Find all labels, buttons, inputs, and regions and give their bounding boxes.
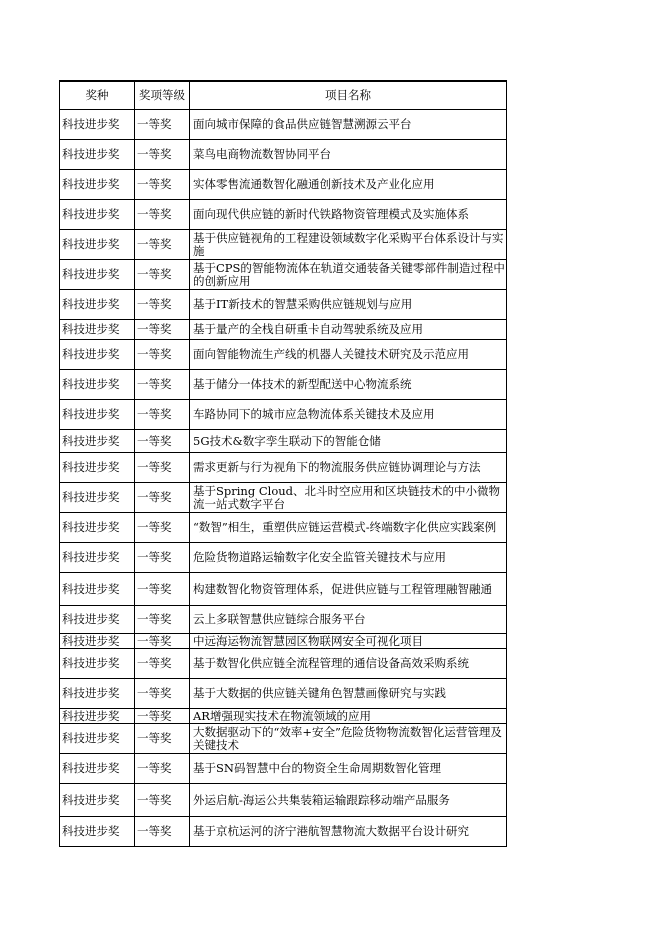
project-name-cell: 基于IT新技术的智慧采购供应链规划与应用	[190, 290, 507, 320]
award-type-cell: 科技进步奖	[60, 320, 135, 340]
award-level-cell: 一等奖	[135, 230, 190, 260]
award-type-cell: 科技进步奖	[60, 453, 135, 483]
award-type-cell: 科技进步奖	[60, 290, 135, 320]
project-name-cell: 基于供应链视角的工程建设领域数字化采购平台体系设计与实施	[190, 230, 507, 260]
award-level-cell: 一等奖	[135, 573, 190, 606]
award-type-cell: 科技进步奖	[60, 649, 135, 679]
award-level-cell: 一等奖	[135, 110, 190, 140]
award-level-cell: 一等奖	[135, 170, 190, 200]
table-row	[60, 784, 507, 817]
project-name-cell: 大数据驱动下的“效率+安全”危险货物物流数智化运营管理及关键技术	[190, 724, 507, 754]
project-name-cell: 基于CPS的智能物流体在轨道交通装备关键零部件制造过程中的创新应用	[190, 260, 507, 290]
table-row	[60, 140, 507, 170]
table-row	[60, 724, 507, 754]
award-type-cell: 科技进步奖	[60, 679, 135, 709]
award-type-cell: 科技进步奖	[60, 709, 135, 724]
project-name-cell: 基于储分一体技术的新型配送中心物流系统	[190, 370, 507, 400]
award-type-cell: 科技进步奖	[60, 230, 135, 260]
table-row	[60, 370, 507, 400]
award-level-cell: 一等奖	[135, 340, 190, 370]
table-row	[60, 170, 507, 200]
table-row	[60, 649, 507, 679]
award-type-cell: 科技进步奖	[60, 634, 135, 649]
award-type-cell: 科技进步奖	[60, 817, 135, 847]
project-name-cell: 5G技术&数字孪生联动下的智能仓储	[190, 430, 507, 453]
project-name-cell: 中远海运物流智慧园区物联网安全可视化项目	[190, 634, 507, 649]
award-type-cell: 科技进步奖	[60, 430, 135, 453]
project-name-cell: 基于数智化供应链全流程管理的通信设备高效采购系统	[190, 649, 507, 679]
award-type-cell: 科技进步奖	[60, 200, 135, 230]
table-row	[60, 400, 507, 430]
award-type-cell: 科技进步奖	[60, 140, 135, 170]
award-level-cell: 一等奖	[135, 543, 190, 573]
award-level-cell: 一等奖	[135, 634, 190, 649]
award-level-cell: 一等奖	[135, 430, 190, 453]
table-row	[60, 573, 507, 606]
award-type-cell: 科技进步奖	[60, 370, 135, 400]
table-row	[60, 543, 507, 573]
project-name-cell: 外运启航-海运公共集装箱运输跟踪移动端产品服务	[190, 784, 507, 817]
table-row	[60, 230, 507, 260]
award-type-cell: 科技进步奖	[60, 400, 135, 430]
project-name-cell: AR增强现实技术在物流领域的应用	[190, 709, 507, 724]
award-level-cell: 一等奖	[135, 784, 190, 817]
table-row	[60, 320, 507, 340]
project-name-cell: 危险货物道路运输数字化安全监管关键技术与应用	[190, 543, 507, 573]
award-type-cell: 科技进步奖	[60, 170, 135, 200]
table-row	[60, 430, 507, 453]
award-level-cell: 一等奖	[135, 649, 190, 679]
table-row	[60, 817, 507, 847]
table-row	[60, 679, 507, 709]
header-project-name: 项目名称	[190, 81, 507, 110]
award-level-cell: 一等奖	[135, 290, 190, 320]
project-name-cell: 面向智能物流生产线的机器人关键技术研究及示范应用	[190, 340, 507, 370]
award-type-cell: 科技进步奖	[60, 724, 135, 754]
table-row	[60, 606, 507, 634]
award-level-cell: 一等奖	[135, 453, 190, 483]
award-level-cell: 一等奖	[135, 679, 190, 709]
award-level-cell: 一等奖	[135, 817, 190, 847]
header-row	[60, 81, 507, 110]
table-row	[60, 754, 507, 784]
award-level-cell: 一等奖	[135, 400, 190, 430]
header-award-type: 奖种	[60, 81, 135, 110]
project-name-cell: 面向城市保障的食品供应链智慧溯源云平台	[190, 110, 507, 140]
project-name-cell: 面向现代供应链的新时代铁路物资管理模式及实施体系	[190, 200, 507, 230]
award-level-cell: 一等奖	[135, 513, 190, 543]
table-row	[60, 513, 507, 543]
award-type-cell: 科技进步奖	[60, 606, 135, 634]
award-level-cell: 一等奖	[135, 140, 190, 170]
project-name-cell: 菜鸟电商物流数智协同平台	[190, 140, 507, 170]
award-type-cell: 科技进步奖	[60, 513, 135, 543]
project-name-cell: 构建数智化物资管理体系，促进供应链与工程管理融智融通	[190, 573, 507, 606]
award-type-cell: 科技进步奖	[60, 260, 135, 290]
award-type-cell: 科技进步奖	[60, 340, 135, 370]
table-row	[60, 200, 507, 230]
project-name-cell: 基于SN码智慧中台的物资全生命周期数智化管理	[190, 754, 507, 784]
table-row	[60, 290, 507, 320]
project-name-cell: 基于大数据的供应链关键角色智慧画像研究与实践	[190, 679, 507, 709]
project-name-cell: 基于京杭运河的济宁港航智慧物流大数据平台设计研究	[190, 817, 507, 847]
table-body	[60, 110, 507, 847]
award-level-cell: 一等奖	[135, 370, 190, 400]
project-name-cell: “数智”相生，重塑供应链运营模式-终端数字化供应实践案例	[190, 513, 507, 543]
project-name-cell: 需求更新与行为视角下的物流服务供应链协调理论与方法	[190, 453, 507, 483]
award-level-cell: 一等奖	[135, 260, 190, 290]
award-type-cell: 科技进步奖	[60, 573, 135, 606]
award-level-cell: 一等奖	[135, 709, 190, 724]
award-type-cell: 科技进步奖	[60, 110, 135, 140]
award-type-cell: 科技进步奖	[60, 784, 135, 817]
table-row	[60, 709, 507, 724]
project-name-cell: 基于Spring Cloud、北斗时空应用和区块链技术的中小微物流一站式数字平台	[190, 483, 507, 513]
award-level-cell: 一等奖	[135, 320, 190, 340]
award-level-cell: 一等奖	[135, 754, 190, 784]
award-type-cell: 科技进步奖	[60, 754, 135, 784]
header-award-level: 奖项等级	[135, 81, 190, 110]
award-level-cell: 一等奖	[135, 200, 190, 230]
table-row	[60, 453, 507, 483]
project-name-cell: 车路协同下的城市应急物流体系关键技术及应用	[190, 400, 507, 430]
project-name-cell: 基于量产的全栈自研重卡自动驾驶系统及应用	[190, 320, 507, 340]
table-row	[60, 340, 507, 370]
project-name-cell: 云上多联智慧供应链综合服务平台	[190, 606, 507, 634]
award-type-cell: 科技进步奖	[60, 483, 135, 513]
award-type-cell: 科技进步奖	[60, 543, 135, 573]
award-level-cell: 一等奖	[135, 606, 190, 634]
table-row	[60, 483, 507, 513]
award-level-cell: 一等奖	[135, 724, 190, 754]
table-row	[60, 110, 507, 140]
award-level-cell: 一等奖	[135, 483, 190, 513]
project-name-cell: 实体零售流通数智化融通创新技术及产业化应用	[190, 170, 507, 200]
awards-table	[59, 80, 507, 847]
table-row	[60, 634, 507, 649]
table-row	[60, 260, 507, 290]
